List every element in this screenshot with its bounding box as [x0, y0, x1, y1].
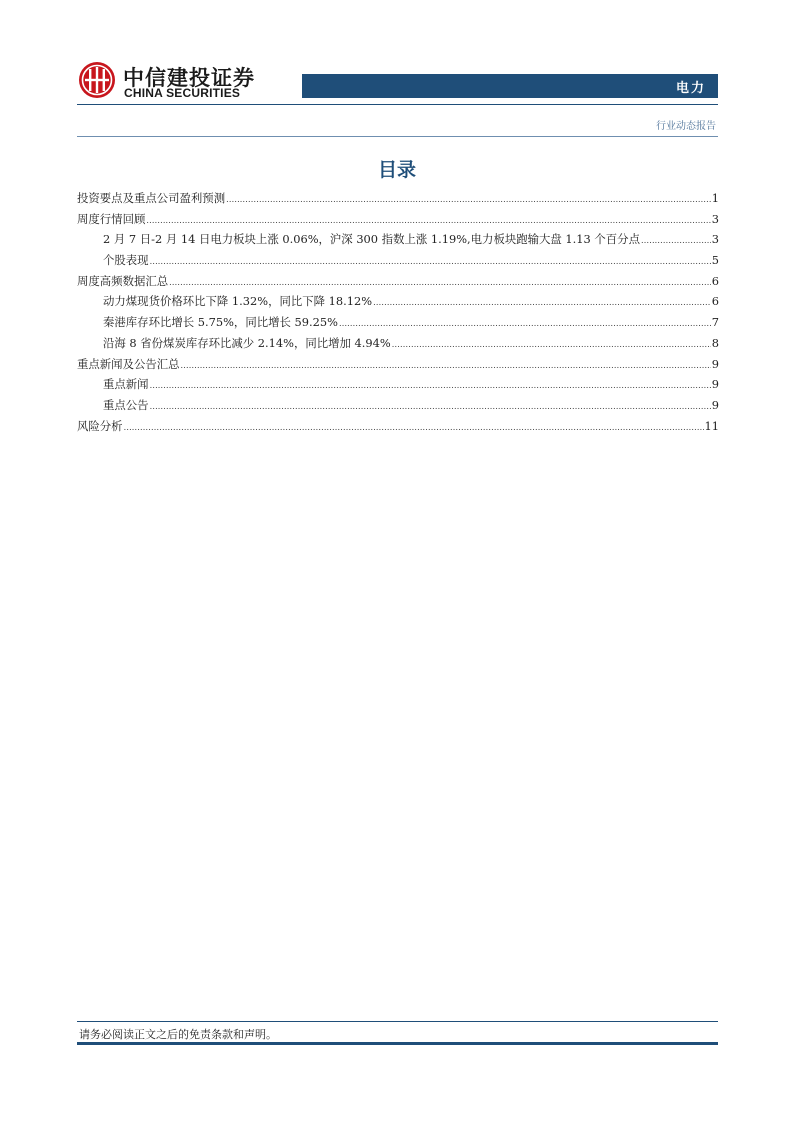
toc-entry-page-number: 11 — [704, 418, 719, 433]
china-securities-emblem-icon — [77, 60, 117, 100]
toc-entry[interactable] — [77, 231, 719, 252]
toc-entry-title: 动力煤现货价格环比下降 1.32%，同比下降 18.12% — [103, 294, 373, 309]
toc-entry-page-number: 7 — [711, 315, 719, 330]
toc-dot-leader — [150, 257, 711, 266]
toc-entry-page-number: 5 — [711, 253, 719, 268]
toc-dot-leader — [169, 278, 711, 287]
toc-dot-leader — [150, 381, 711, 390]
footer-disclaimer: 请务必阅读正文之后的免责条款和声明。 — [79, 1028, 277, 1041]
footer-divider — [77, 1021, 718, 1022]
toc-entry-page-number: 9 — [711, 377, 719, 392]
toc-dot-leader — [339, 319, 711, 328]
toc-entry-page-number: 6 — [711, 273, 719, 288]
toc-entry[interactable] — [77, 314, 719, 335]
industry-label: 电力 — [675, 81, 706, 96]
toc-dot-leader — [124, 423, 704, 432]
toc-entry-title: 重点新闻及公告汇总 — [77, 356, 180, 371]
logo-english-name: CHINA SECURITIES — [124, 86, 241, 100]
toc-entry-title: 风险分析 — [77, 418, 123, 433]
toc-entry-title: 周度行情回顾 — [77, 211, 146, 226]
toc-entry[interactable] — [77, 376, 719, 397]
toc-entry-page-number: 9 — [711, 356, 719, 371]
table-of-contents — [77, 190, 719, 438]
toc-entry-page-number: 3 — [711, 232, 719, 247]
toc-entry[interactable] — [77, 418, 719, 439]
toc-entry-title: 重点公告 — [103, 397, 149, 412]
toc-dot-leader — [373, 298, 711, 307]
toc-entry-title: 重点新闻 — [103, 377, 149, 392]
toc-entry-page-number: 3 — [711, 211, 719, 226]
toc-entry-title: 2 月 7 日-2 月 14 日电力板块上涨 0.06%，沪深 300 指数上涨 1.19%,电力板块跑输大盘 1.13 个百分点 — [103, 232, 640, 247]
toc-entry-page-number: 8 — [711, 335, 719, 350]
toc-dot-leader — [181, 361, 711, 370]
report-type-divider — [77, 136, 718, 137]
footer-bar — [77, 1042, 718, 1045]
toc-title: 目录 — [377, 159, 416, 181]
toc-entry[interactable] — [77, 335, 719, 356]
toc-dot-leader — [392, 340, 711, 349]
toc-entry[interactable] — [77, 273, 719, 294]
toc-entry[interactable] — [77, 190, 719, 211]
toc-entry-page-number: 9 — [711, 397, 719, 412]
toc-dot-leader — [226, 195, 711, 204]
report-type-label: 行业动态报告 — [656, 121, 716, 132]
toc-entry-page-number: 1 — [711, 191, 719, 205]
toc-dot-leader — [641, 236, 711, 245]
toc-entry[interactable] — [77, 252, 719, 273]
toc-entry[interactable] — [77, 293, 719, 314]
toc-dot-leader — [146, 216, 710, 225]
toc-entry[interactable] — [77, 211, 719, 232]
toc-entry-title: 投资要点及重点公司盈利预测 — [77, 191, 226, 205]
toc-entry-title: 个股表现 — [103, 253, 149, 268]
toc-entry-title: 周度高频数据汇总 — [77, 273, 169, 288]
header-divider — [77, 104, 718, 105]
company-logo — [77, 60, 257, 102]
logo-chinese-name: 中信建投证券 — [123, 66, 255, 90]
toc-entry-title: 秦港库存环比增长 5.75%，同比增长 59.25% — [103, 315, 338, 330]
toc-entry[interactable] — [77, 397, 719, 418]
toc-entry[interactable] — [77, 356, 719, 377]
toc-entry-title: 沿海 8 省份煤炭库存环比减少 2.14%，同比增加 4.94% — [103, 335, 391, 350]
toc-entry-page-number: 6 — [711, 294, 719, 309]
industry-banner — [302, 74, 718, 98]
toc-dot-leader — [150, 402, 711, 411]
